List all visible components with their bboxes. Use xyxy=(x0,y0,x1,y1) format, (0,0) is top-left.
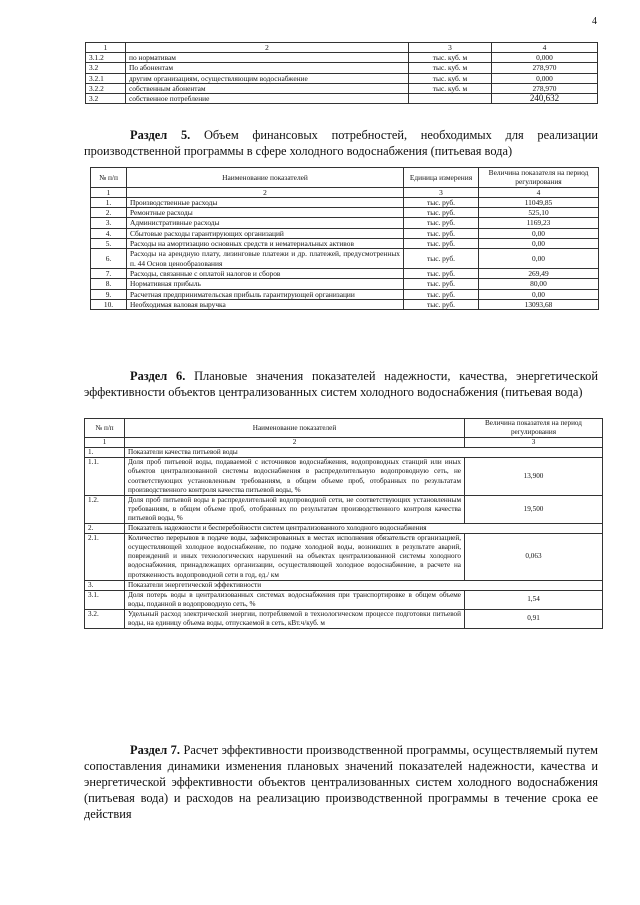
table-row xyxy=(91,239,599,249)
header-value: Величина показателя на период регулирования xyxy=(479,168,599,188)
row-unit: тыс. руб. xyxy=(404,218,479,228)
table-row xyxy=(85,458,603,495)
row-value: 278,970 xyxy=(492,63,598,73)
row-name: Доля проб питьевой воды, подаваемой с источников водоснабжения, водопроводных станций или иных объектов централизованной системы водоснабжения в распределительную водопроводную сеть, не соответствующих установленным требованиям, в общем объеме проб, отобранных по результатам производственного контроля качества питьевой воды, % xyxy=(125,458,465,495)
row-num: 3.2.1 xyxy=(86,73,126,83)
table-row xyxy=(91,218,599,228)
row-name: Расходы, связанные с оплатой налогов и сборов xyxy=(127,268,404,278)
section5-heading xyxy=(84,127,598,159)
header-num: № п/п xyxy=(91,168,127,188)
row-value: 11049,85 xyxy=(479,197,599,207)
row-value: 0,000 xyxy=(492,73,598,83)
row-name: собственное потребление xyxy=(126,94,409,104)
row-unit: тыс. руб. xyxy=(404,279,479,289)
volume-table xyxy=(85,42,598,104)
row-name: По абонентам xyxy=(126,63,409,73)
table-row xyxy=(91,197,599,207)
table-row xyxy=(91,208,599,218)
page-number: 4 xyxy=(592,16,597,27)
row-num: 5. xyxy=(91,239,127,249)
row-value: 0,91 xyxy=(465,609,603,628)
row-name: собственным абонентам xyxy=(126,83,409,93)
col-number: 1 xyxy=(91,187,127,197)
row-unit: тыс. куб. м xyxy=(409,63,492,73)
table-row xyxy=(85,534,603,580)
table-row xyxy=(86,83,598,93)
row-value: 240,632 xyxy=(492,94,598,104)
col-number: 3 xyxy=(409,43,492,53)
table-row xyxy=(86,94,598,104)
col-number: 4 xyxy=(492,43,598,53)
row-num: 3.1. xyxy=(85,590,125,609)
column-numbers-row xyxy=(91,187,599,197)
table-row xyxy=(85,590,603,609)
group-num: 3. xyxy=(85,580,125,590)
row-num: 6. xyxy=(91,249,127,269)
row-unit: тыс. руб. xyxy=(404,249,479,269)
row-name: Нормативная прибыль xyxy=(127,279,404,289)
row-value: 0,00 xyxy=(479,289,599,299)
header-name: Наименование показателей xyxy=(125,419,465,438)
row-unit: тыс. куб. м xyxy=(409,73,492,83)
row-name: Ремонтные расходы xyxy=(127,208,404,218)
table-row xyxy=(86,53,598,63)
section7-heading xyxy=(84,742,598,822)
table-row xyxy=(91,299,599,309)
table-row xyxy=(86,73,598,83)
header-name: Наименование показателей xyxy=(127,168,404,188)
group-row xyxy=(85,448,603,458)
group-num: 2. xyxy=(85,524,125,534)
header-num: № п/п xyxy=(85,419,125,438)
section6-label: Раздел 6. xyxy=(130,369,186,383)
row-value: 0,00 xyxy=(479,239,599,249)
section6-heading xyxy=(84,368,598,400)
col-number: 1 xyxy=(86,43,126,53)
row-unit: тыс. руб. xyxy=(404,299,479,309)
row-name: Удельный расход электрической энергии, потребляемой в технологическом процессе подготовки питьевой воды, на единицу объема воды, отпускаемой в сеть, кВт.ч/куб. м xyxy=(125,609,465,628)
row-num: 3.2 xyxy=(86,94,126,104)
row-num: 9. xyxy=(91,289,127,299)
col-number: 2 xyxy=(127,187,404,197)
row-name: Расходы на амортизацию основных средств и нематериальных активов xyxy=(127,239,404,249)
row-name: другим организациям, осуществляющим водоснабжение xyxy=(126,73,409,83)
row-num: 3.1.2 xyxy=(86,53,126,63)
row-name: Производственные расходы xyxy=(127,197,404,207)
row-value: 525,10 xyxy=(479,208,599,218)
group-row xyxy=(85,524,603,534)
row-unit: тыс. руб. xyxy=(404,268,479,278)
group-row xyxy=(85,580,603,590)
table-header-row xyxy=(91,168,599,188)
row-value: 19,500 xyxy=(465,495,603,523)
table-row xyxy=(86,63,598,73)
row-name: Доля потерь воды в централизованных системах водоснабжения при транспортировке в общем объеме воды, поданной в водопроводную сеть, % xyxy=(125,590,465,609)
row-value: 80,00 xyxy=(479,279,599,289)
header-value: Величина показателя на период регулирования xyxy=(465,419,603,438)
row-num: 2. xyxy=(91,208,127,218)
row-value: 13093,68 xyxy=(479,299,599,309)
section5-label: Раздел 5. xyxy=(130,128,191,142)
table-row xyxy=(85,609,603,628)
table-row xyxy=(91,268,599,278)
table-row xyxy=(85,495,603,523)
table-row xyxy=(91,279,599,289)
row-num: 10. xyxy=(91,299,127,309)
row-num: 3.2 xyxy=(86,63,126,73)
row-num: 8. xyxy=(91,279,127,289)
row-value: 0,063 xyxy=(465,534,603,580)
row-unit: тыс. руб. xyxy=(404,228,479,238)
group-title: Показатель надежности и бесперебойности систем централизованного холодного водоснабжения xyxy=(125,524,603,534)
col-number: 4 xyxy=(479,187,599,197)
row-unit: тыс. руб. xyxy=(404,289,479,299)
row-value: 278,970 xyxy=(492,83,598,93)
header-unit: Единица измерения xyxy=(404,168,479,188)
row-num: 7. xyxy=(91,268,127,278)
row-num: 2.1. xyxy=(85,534,125,580)
financial-needs-table xyxy=(90,167,599,310)
row-name: Расчетная предпринимательская прибыль гарантирующей организации xyxy=(127,289,404,299)
section7-label: Раздел 7. xyxy=(130,743,180,757)
row-name: Количество перерывов в подаче воды, зафиксированных в местах исполнения обязательств организацией, осуществляющей холодное водоснабжение, по подаче холодной воды, возникших в результате аварий, повреждений и иных технологических нарушений на объектах централизованной системы холодного водоснабжения, принадлежащих организации, осуществляющей холодное водоснабжение, в расчете на протяженность водопроводной сети в год, ед./ км xyxy=(125,534,465,580)
row-value: 13,900 xyxy=(465,458,603,495)
section6-title: Плановые значения показателей надежности, качества, энергетической эффективности объектов централизованных систем холодного водоснабжения (питьевая вода) xyxy=(84,369,598,399)
row-num: 1.1. xyxy=(85,458,125,495)
row-num: 3.2.2 xyxy=(86,83,126,93)
row-value: 269,49 xyxy=(479,268,599,278)
row-name: Доля проб питьевой воды в распределительной водопроводной сети, не соответствующих установленным требованиям, в общем объеме проб, отобранных по результатам производственного контроля качества питьевой воды, % xyxy=(125,495,465,523)
row-value: 1,54 xyxy=(465,590,603,609)
row-value: 1169,23 xyxy=(479,218,599,228)
table-row xyxy=(91,289,599,299)
table-row xyxy=(91,228,599,238)
row-num: 4. xyxy=(91,228,127,238)
table-header-row xyxy=(86,43,598,53)
row-unit: тыс. куб. м xyxy=(409,83,492,93)
row-name: Административные расходы xyxy=(127,218,404,228)
row-num: 3. xyxy=(91,218,127,228)
column-numbers-row xyxy=(85,438,603,448)
col-number: 1 xyxy=(85,438,125,448)
col-number: 3 xyxy=(465,438,603,448)
row-name: Необходимая валовая выручка xyxy=(127,299,404,309)
section7-title: Расчет эффективности производственной программы, осуществляемый путем сопоставления динамики изменения плановых значений показателей надежности, качества и энергетической эффективности объектов централизованных систем холодного водоснабжения (питьевая вода) и расходов на реализацию производственной программы в течение срока ее действия xyxy=(84,743,598,821)
row-unit: тыс. куб. м xyxy=(409,53,492,63)
row-name: Расходы на арендную плату, лизинговые платежи и др. платежей, предусмотренных п. 44 Основ ценообразования xyxy=(127,249,404,269)
row-unit: тыс. руб. xyxy=(404,197,479,207)
row-unit: тыс. руб. xyxy=(404,239,479,249)
row-num: 1.2. xyxy=(85,495,125,523)
row-name: по нормативам xyxy=(126,53,409,63)
row-name: Сбытовые расходы гарантирующих организаций xyxy=(127,228,404,238)
group-title: Показатели энергетической эффективности xyxy=(125,580,603,590)
row-unit xyxy=(409,94,492,104)
row-value: 0,00 xyxy=(479,249,599,269)
table-header-row xyxy=(85,419,603,438)
row-value: 0,000 xyxy=(492,53,598,63)
table-row xyxy=(91,249,599,269)
col-number: 3 xyxy=(404,187,479,197)
row-num: 3.2. xyxy=(85,609,125,628)
col-number: 2 xyxy=(125,438,465,448)
group-title: Показатели качества питьевой воды xyxy=(125,448,603,458)
row-num: 1. xyxy=(91,197,127,207)
indicators-table xyxy=(84,418,603,629)
col-number: 2 xyxy=(126,43,409,53)
row-value: 0,00 xyxy=(479,228,599,238)
row-unit: тыс. руб. xyxy=(404,208,479,218)
group-num: 1. xyxy=(85,448,125,458)
section5-title: Объем финансовых потребностей, необходимых для реализации производственной программы в сфере холодного водоснабжения (питьевая вода) xyxy=(84,128,598,158)
